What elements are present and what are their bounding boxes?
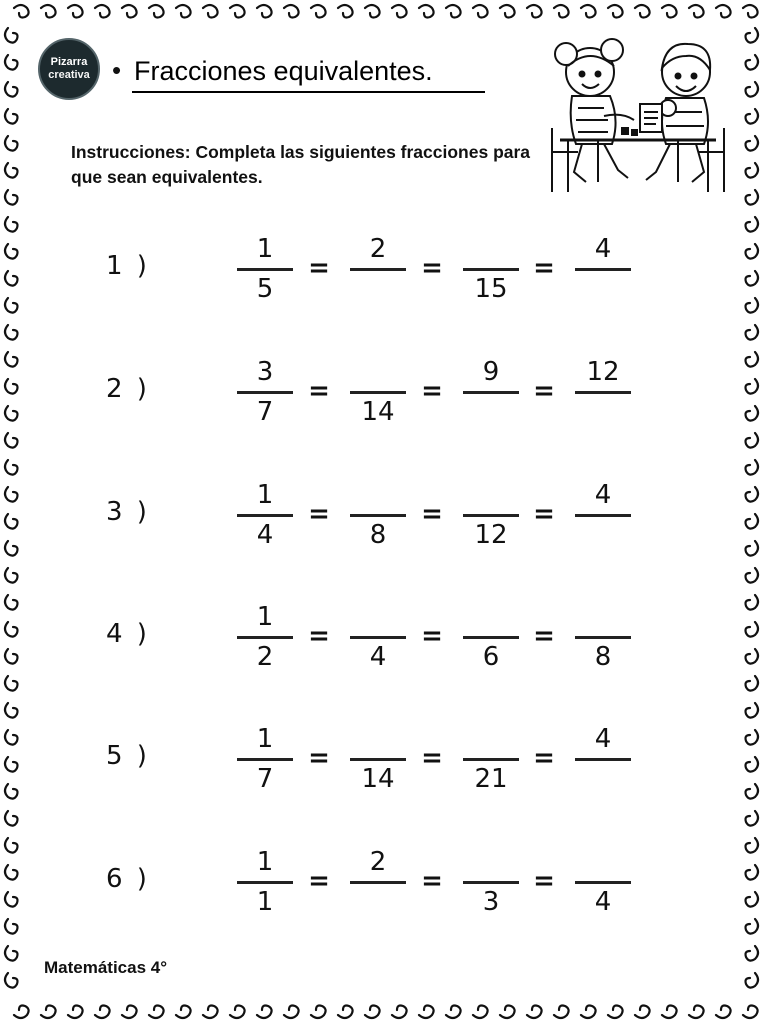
denominator: 1 xyxy=(256,887,274,917)
denominator: 12 xyxy=(474,520,508,550)
fraction-bar xyxy=(237,881,293,884)
denominator: 8 xyxy=(594,642,612,672)
equals-sign: = xyxy=(308,376,330,406)
equals-sign: = xyxy=(533,253,555,283)
equals-sign: = xyxy=(421,376,443,406)
fraction-bar xyxy=(350,881,406,884)
numerator: 1 xyxy=(256,847,274,877)
denominator: 6 xyxy=(482,642,500,672)
numerator: 9 xyxy=(482,357,500,387)
title-underline xyxy=(132,91,485,93)
fraction-bar xyxy=(463,881,519,884)
denominator: 3 xyxy=(482,887,500,917)
equals-sign: = xyxy=(308,743,330,773)
fraction-bar xyxy=(350,758,406,761)
denominator-blank[interactable] xyxy=(575,520,631,550)
fraction-bar xyxy=(350,636,406,639)
numerator: 4 xyxy=(594,234,612,264)
equals-sign: = xyxy=(421,621,443,651)
fraction-bar xyxy=(575,268,631,271)
equals-sign: = xyxy=(421,253,443,283)
denominator: 4 xyxy=(256,520,274,550)
numerator-blank[interactable] xyxy=(463,724,519,754)
denominator: 7 xyxy=(256,764,274,794)
fraction-bar xyxy=(463,636,519,639)
problem-number: 2 ) xyxy=(106,374,150,404)
equals-sign: = xyxy=(533,743,555,773)
fraction-bar xyxy=(463,391,519,394)
fraction-bar xyxy=(463,758,519,761)
numerator-blank[interactable] xyxy=(350,602,406,632)
numerator-blank[interactable] xyxy=(463,480,519,510)
denominator: 8 xyxy=(369,520,387,550)
equals-sign: = xyxy=(533,621,555,651)
numerator: 3 xyxy=(256,357,274,387)
fraction-bar xyxy=(237,268,293,271)
numerator: 2 xyxy=(369,847,387,877)
numerator-blank[interactable] xyxy=(463,234,519,264)
denominator: 21 xyxy=(474,764,508,794)
numerator: 2 xyxy=(369,234,387,264)
equals-sign: = xyxy=(308,499,330,529)
numerator: 1 xyxy=(256,602,274,632)
fraction-bar xyxy=(575,881,631,884)
denominator: 2 xyxy=(256,642,274,672)
equals-sign: = xyxy=(421,499,443,529)
fraction-bar xyxy=(575,514,631,517)
denominator-blank[interactable] xyxy=(575,274,631,304)
denominator: 4 xyxy=(369,642,387,672)
title-bullet: • xyxy=(112,55,122,85)
numerator-blank[interactable] xyxy=(350,357,406,387)
children-at-table-illustration xyxy=(538,32,734,200)
fraction-bar xyxy=(237,391,293,394)
fraction-bar xyxy=(237,514,293,517)
equals-sign: = xyxy=(421,866,443,896)
fraction-bar xyxy=(237,758,293,761)
numerator-blank[interactable] xyxy=(463,602,519,632)
problem-number: 4 ) xyxy=(106,619,150,649)
problem-number: 1 ) xyxy=(106,251,150,281)
denominator-blank[interactable] xyxy=(350,274,406,304)
numerator-blank[interactable] xyxy=(350,724,406,754)
logo-line-2: creativa xyxy=(48,69,90,81)
equals-sign: = xyxy=(308,253,330,283)
problem-number: 6 ) xyxy=(106,864,150,894)
denominator: 5 xyxy=(256,274,274,304)
fraction-bar xyxy=(350,268,406,271)
fraction-bar xyxy=(350,391,406,394)
numerator: 4 xyxy=(594,724,612,754)
numerator: 1 xyxy=(256,480,274,510)
pizarra-creativa-logo xyxy=(38,38,100,100)
numerator: 12 xyxy=(586,357,620,387)
footer-subject-grade: Matemáticas 4° xyxy=(44,958,168,977)
equals-sign: = xyxy=(308,621,330,651)
numerator: 1 xyxy=(256,724,274,754)
numerator: 1 xyxy=(256,234,274,264)
numerator-blank[interactable] xyxy=(463,847,519,877)
equals-sign: = xyxy=(308,866,330,896)
page-title: Fracciones equivalentes. xyxy=(134,56,433,86)
problem-number: 5 ) xyxy=(106,741,150,771)
fraction-bar xyxy=(575,391,631,394)
problem-number: 3 ) xyxy=(106,497,150,527)
fraction-bar xyxy=(463,268,519,271)
fraction-bar xyxy=(575,758,631,761)
denominator-blank[interactable] xyxy=(350,887,406,917)
denominator: 7 xyxy=(256,397,274,427)
numerator-blank[interactable] xyxy=(575,602,631,632)
equals-sign: = xyxy=(533,499,555,529)
denominator-blank[interactable] xyxy=(575,764,631,794)
denominator-blank[interactable] xyxy=(575,397,631,427)
equals-sign: = xyxy=(421,743,443,773)
fraction-bar xyxy=(237,636,293,639)
denominator-blank[interactable] xyxy=(463,397,519,427)
denominator: 14 xyxy=(361,764,395,794)
equals-sign: = xyxy=(533,376,555,406)
numerator-blank[interactable] xyxy=(575,847,631,877)
logo-line-1: Pizarra xyxy=(50,56,88,68)
numerator-blank[interactable] xyxy=(350,480,406,510)
fraction-bar xyxy=(575,636,631,639)
instructions-text: Instrucciones: Completa las siguientes fracciones para que sean equivalentes. xyxy=(71,142,531,187)
fraction-bar xyxy=(463,514,519,517)
equals-sign: = xyxy=(533,866,555,896)
denominator: 4 xyxy=(594,887,612,917)
fraction-bar xyxy=(350,514,406,517)
denominator: 14 xyxy=(361,397,395,427)
denominator: 15 xyxy=(474,274,508,304)
numerator: 4 xyxy=(594,480,612,510)
